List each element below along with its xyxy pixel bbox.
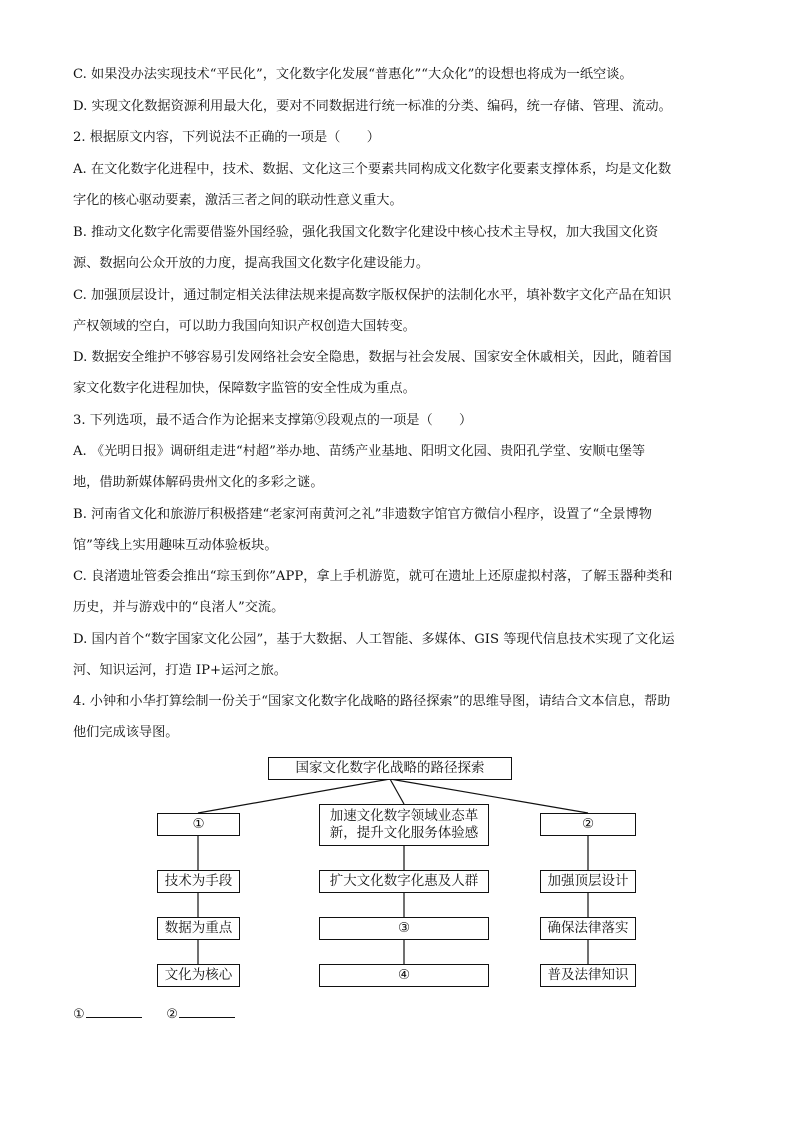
question-2-stem: 2. 根据原文内容，下列说法不正确的一项是（ ） bbox=[73, 130, 380, 145]
left-item-1: 技术为手段 bbox=[157, 870, 240, 893]
center-item-3: ④ bbox=[319, 964, 489, 987]
q2-option-b-line1: B. 推动文化数字化需要借鉴外国经验，强化我国文化数字化建设中核心技术主导权，加大我国文化资 bbox=[73, 225, 659, 240]
answer-2-blank[interactable] bbox=[179, 1003, 235, 1018]
center-item-2: ③ bbox=[319, 917, 489, 940]
q3-option-a-line2: 地，借助新媒体解码贵州文化的多彩之谜。 bbox=[73, 475, 324, 490]
q2-option-d-line1: D. 数据安全维护不够容易引发网络社会安全隐患，数据与社会发展、国家安全休戚相关，因此，随着国 bbox=[73, 350, 672, 365]
option-d-line: D. 实现文化数据资源利用最大化，要对不同数据进行统一标准的分类、编码，统一存储、管理、流动。 bbox=[73, 99, 672, 114]
question-4-stem-line1: 4. 小钟和小华打算绘制一份关于“国家文化数字化战略的路径探索”的思维导图，请结合文本信息，帮助 bbox=[73, 694, 671, 709]
connector-root-center bbox=[390, 779, 404, 804]
question-3-stem: 3. 下列选项，最不适合作为论据来支撑第⑨段观点的一项是（ ） bbox=[73, 413, 473, 428]
q3-option-d-line1: D. 国内首个“数字国家文化公园”，基于大数据、人工智能、多媒体、GIS 等现代信息技术实现了文化运 bbox=[73, 632, 675, 647]
q2-option-a-line2: 字化的核心驱动要素，激活三者之间的联动性意义重大。 bbox=[73, 193, 403, 208]
q2-option-b-line2: 源、数据向公众开放的力度，提高我国文化数字化建设能力。 bbox=[73, 256, 430, 271]
answer-2-label: ② bbox=[166, 1007, 179, 1022]
q3-option-b-line1: B. 河南省文化和旅游厅积极搭建“老家河南黄河之礼”非遗数字馆官方微信小程序，设置了“全景博物 bbox=[73, 507, 652, 522]
center-head-node: 加速文化数字领域业态革新，提升文化服务体验感 bbox=[319, 804, 489, 846]
q3-option-a-line1: A. 《光明日报》调研组走进“村超”举办地、苗绣产业基地、阳明文化园、贵阳孔学堂、安顺屯堡等 bbox=[73, 444, 646, 459]
q2-option-c-line1: C. 加强顶层设计，通过制定相关法律法规来提高数字版权保护的法制化水平，填补数字文化产品在知识 bbox=[73, 288, 672, 303]
right-item-3: 普及法律知识 bbox=[540, 964, 636, 987]
left-item-2: 数据为重点 bbox=[157, 917, 240, 940]
right-head-node: ② bbox=[540, 813, 636, 836]
question-4-stem-line2: 他们完成该导图。 bbox=[73, 725, 179, 740]
right-item-1: 加强顶层设计 bbox=[540, 870, 636, 893]
q2-option-c-line2: 产权领域的空白，可以助力我国向知识产权创造大国转变。 bbox=[73, 319, 416, 334]
right-item-2: 确保法律落实 bbox=[540, 917, 636, 940]
left-item-3: 文化为核心 bbox=[157, 964, 240, 987]
q3-option-b-line2: 馆”等线上实用趣味互动体验板块。 bbox=[73, 538, 278, 553]
answer-1-blank[interactable] bbox=[86, 1003, 142, 1018]
left-head-node: ① bbox=[157, 813, 240, 836]
q2-option-d-line2: 家文化数字化进程加快，保障数字监管的安全性成为重点。 bbox=[73, 381, 416, 396]
q3-option-d-line2: 河、知识运河，打造 IP+运河之旅。 bbox=[73, 663, 287, 678]
option-c-line: C. 如果没办法实现技术“平民化”，文化数字化发展“普惠化”“大众化”的设想也将成为一纸空谈。 bbox=[73, 67, 633, 82]
center-item-1: 扩大文化数字化惠及人群 bbox=[319, 870, 489, 893]
root-node: 国家文化数字化战略的路径探索 bbox=[268, 757, 512, 780]
answer-blanks-row bbox=[73, 1003, 235, 1024]
q3-option-c-line2: 历史，并与游戏中的“良渚人”交流。 bbox=[73, 600, 285, 615]
q2-option-a-line1: A. 在文化数字化进程中，技术、数据、文化这三个要素共同构成文化数字化要素支撑体系，均是文化数 bbox=[73, 162, 672, 177]
answer-1-label: ① bbox=[73, 1007, 85, 1022]
q3-option-c-line1: C. 良渚遗址管委会推出“琮玉到你”APP，拿上手机游览，就可在遗址上还原虚拟村落，了解玉器种类和 bbox=[73, 569, 673, 584]
